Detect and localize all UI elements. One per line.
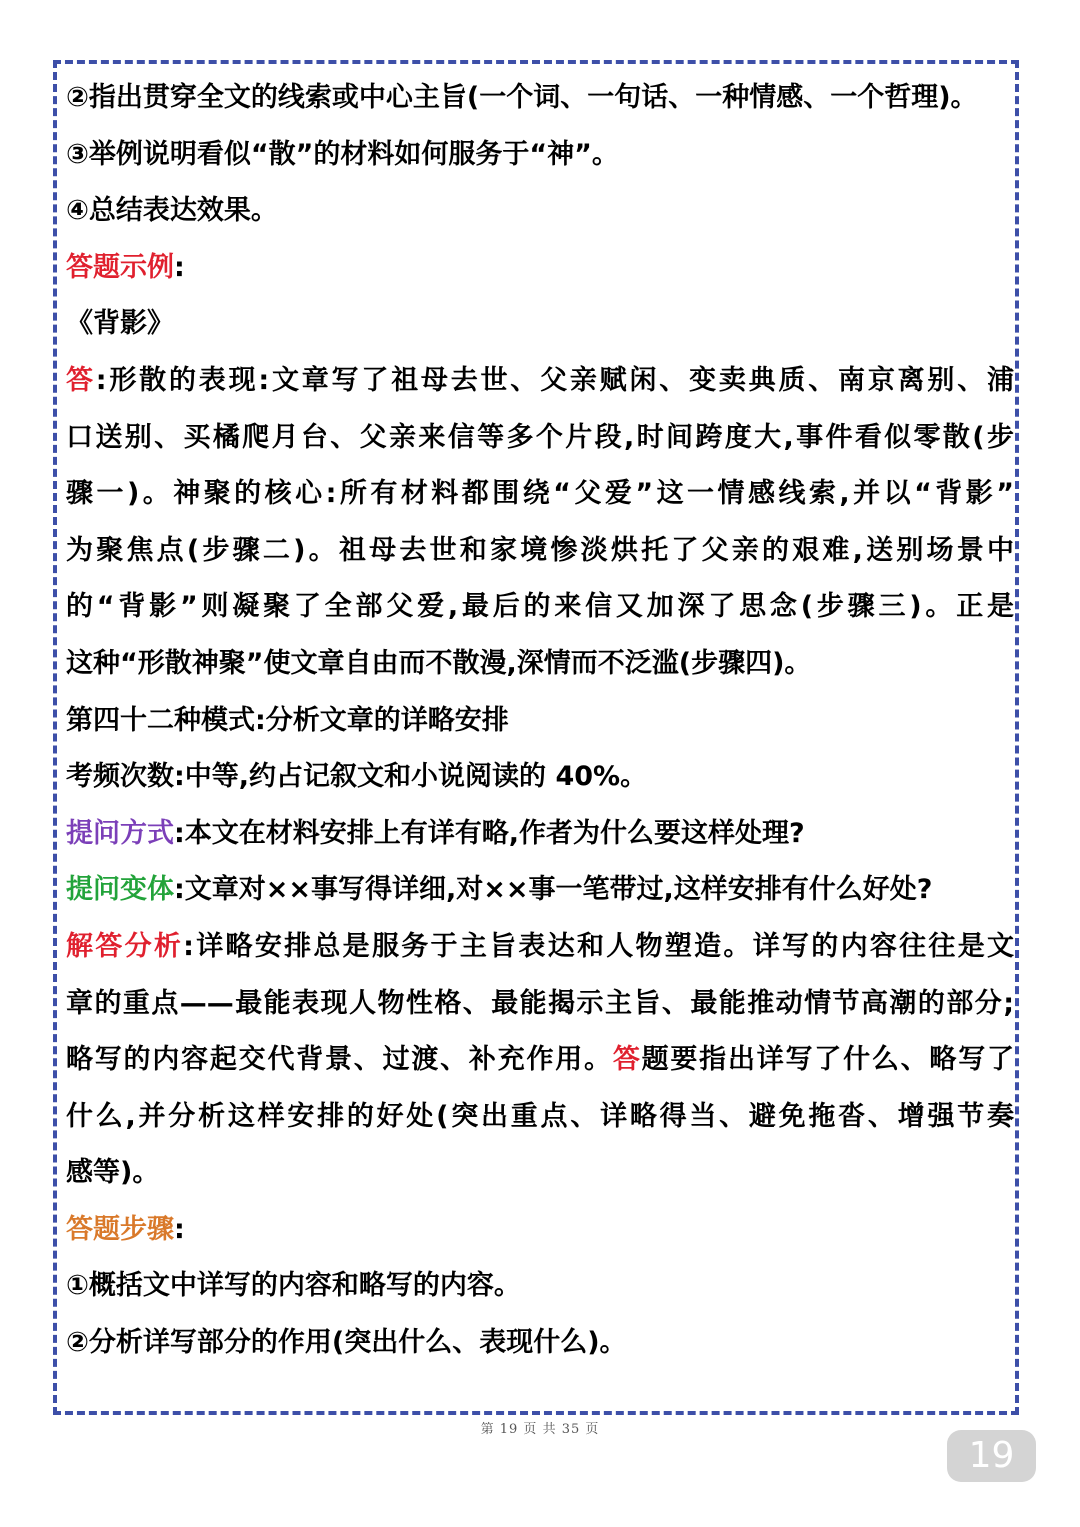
analysis-line-5: 感等)。 (66, 1157, 160, 1189)
analysis-line-2: 章的重点——最能表现人物性格、最能揭示主旨、最能推动情节高潮的部分; (66, 987, 1014, 1019)
text-line-point-4: ④总结表达效果。 (66, 195, 278, 227)
analysis-line-3 (66, 1032, 1014, 1089)
answer-line-1 (66, 353, 1014, 410)
example-heading (66, 240, 1014, 297)
step-2: ②分析详写部分的作用(突出什么、表现什么)。 (66, 1327, 627, 1359)
analysis-label: 解答分析 (66, 930, 184, 962)
question-line (66, 806, 1014, 863)
page-footer-text: 第 19 页 共 35 页 (480, 1422, 600, 1437)
answer-line-6: 这种“形散神聚”使文章自由而不散漫,深情而不泛滥(步骤四)。 (66, 647, 812, 679)
variant-label: 提问变体 (66, 874, 174, 906)
answer-line-1-text: :形散的表现:文章写了祖母去世、父亲赋闲、变卖典质、南京离别、浦 (95, 364, 1014, 396)
steps-colon: : (174, 1213, 185, 1245)
question-text: :本文在材料安排上有详有略,作者为什么要这样处理? (174, 817, 805, 849)
page-content (66, 70, 1014, 1372)
step-1: ①概括文中详写的内容和略写的内容。 (66, 1270, 521, 1302)
analysis-line-1-text: :详略安排总是服务于主旨表达和人物塑造。详写的内容往往是文 (183, 930, 1014, 962)
question-label: 提问方式 (66, 817, 174, 849)
variant-text: :文章对××事写得详细,对××事一笔带过,这样安排有什么好处? (174, 874, 933, 906)
answer-line-4: 为聚焦点(步骤二)。祖母去世和家境惨淡烘托了父亲的艰难,送别场景中 (66, 534, 1014, 566)
page-number-badge: 19 (947, 1430, 1036, 1482)
answer-line-2: 口送别、买橘爬月台、父亲来信等多个片段,时间跨度大,事件看似零散(步 (66, 421, 1014, 453)
analysis-line-3-a: 略写的内容起交代背景、过渡、补充作用。 (66, 1044, 613, 1076)
analysis-line-3-b: 题要指出详写了什么、略写了 (641, 1044, 1014, 1076)
text-line-point-3: ③举例说明看似“散”的材料如何服务于“神”。 (66, 138, 619, 170)
answer-label: 答 (66, 364, 96, 396)
steps-heading (66, 1202, 1014, 1259)
example-label: 答题示例 (66, 251, 174, 283)
analysis-line-1 (66, 919, 1014, 976)
analysis-line-4: 什么,并分析这样安排的好处(突出重点、详略得当、避免拖沓、增强节奏 (66, 1100, 1014, 1132)
analysis-answer-mark: 答 (612, 1044, 642, 1076)
frequency-line: 考频次数:中等,约占记叙文和小说阅读的 40%。 (66, 761, 648, 793)
answer-line-3: 骤一)。神聚的核心:所有材料都围绕“父爱”这一情感线索,并以“背影” (66, 478, 1014, 510)
mode-title: 第四十二种模式:分析文章的详略安排 (66, 704, 509, 736)
example-colon: : (174, 251, 185, 283)
steps-label: 答题步骤 (66, 1213, 174, 1245)
book-title: 《背影》 (66, 308, 174, 340)
text-line-point-2: ②指出贯穿全文的线索或中心主旨(一个词、一句话、一种情感、一个哲理)。 (66, 82, 978, 113)
answer-line-5: 的“背影”则凝聚了全部父爱,最后的来信又加深了思念(步骤三)。正是 (66, 591, 1014, 623)
variant-line (66, 862, 1014, 919)
